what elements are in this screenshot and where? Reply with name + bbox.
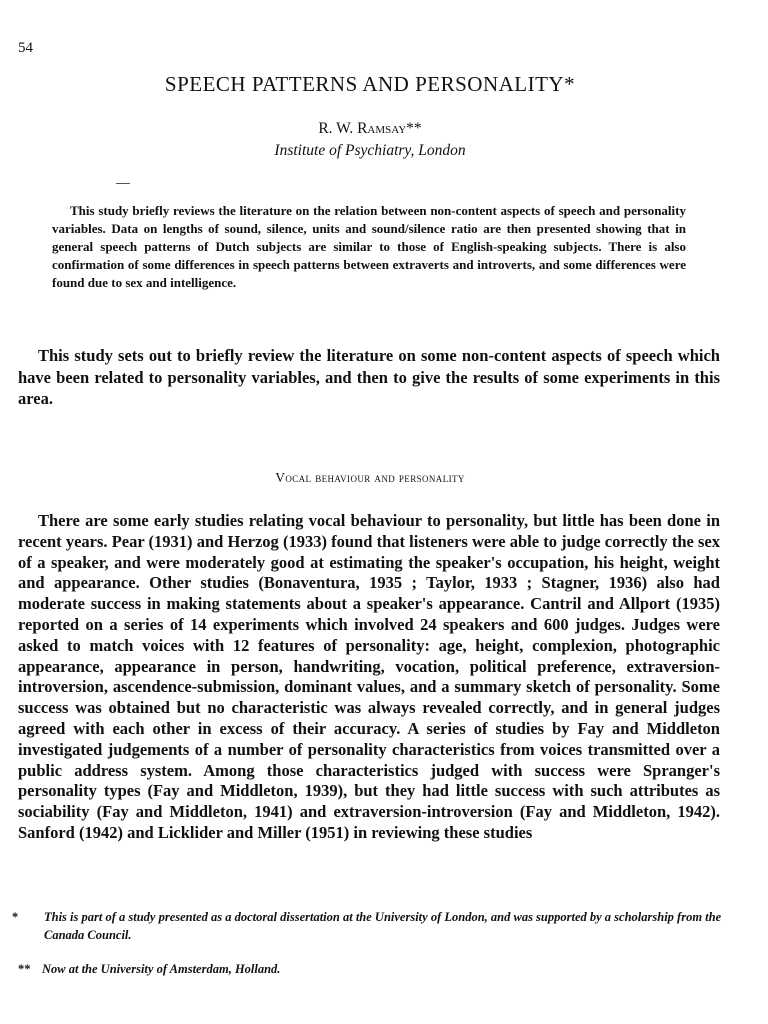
footnote-text: Now at the University of Amsterdam, Holland. bbox=[42, 962, 281, 976]
author-affiliation: Institute of Psychiatry, London bbox=[274, 142, 466, 159]
footnote-2 bbox=[18, 960, 722, 978]
intro-paragraph: This study sets out to briefly review the literature on some non-content aspects of speech which have been related to personality variables, and then to give the results of some experiments in this area. bbox=[18, 346, 720, 408]
footnote-mark: ** bbox=[18, 962, 31, 976]
page-number: 54 bbox=[18, 40, 33, 56]
footnote-text: This is part of a study presented as a doctoral dissertation at the University of London, and was supported by a scholarship from the Canada Council. bbox=[44, 910, 722, 942]
footnote-1 bbox=[12, 908, 738, 944]
section-heading: Vocal behaviour and personality bbox=[275, 470, 465, 485]
footnote-mark: * bbox=[12, 910, 19, 924]
body-paragraph: There are some early studies relating vocal behaviour to personality, but little has been done in recent years. Pear (1931) and Herzog (1933) found that listeners were able to judge correctly the sex of a speaker, and were moderately good at estimating the speaker's occupation, his height, weight and appearance. Other studies (Bonaventura, 1935 ; Taylor, 1933 ; Stagner, 1936) also had moderate success in making statements about a speaker's appearance. Cantril and Allport (1935) reported on a series of 14 experiments which involved 24 speakers and 600 judges. Judges were asked to match voices with 12 features of personality: age, height, complexion, photographic appearance, appearance in person, handwriting, vocation, political preference, extraversion-introversion, ascendence-submission, dominant values, and a summary sketch of personality. Some success was obtained but no characteristic was always revealed correctly, and in general judges agreed with each other in excess of their accuracy. A series of studies by Fay and Middleton investigated judgements of a number of personality characteristics from voices transmitted over a public address system. Among those characteristics judged with success were Spranger's personality types (Fay and Middleton, 1939), but they had little success with such attributes as sociability (Fay and Middleton, 1941) and extraversion-introversion (Fay and Middleton, 1942). Sanford (1942) and Licklider and Miller (1951) in reviewing these studies bbox=[18, 511, 720, 842]
paper-title: SPEECH PATTERNS AND PERSONALITY* bbox=[164, 72, 576, 96]
separator-mark bbox=[116, 183, 130, 184]
author-name: R. W. Ramsay** bbox=[318, 120, 422, 137]
abstract: This study briefly reviews the literature on the relation between non-content aspects of speech and personality variables. Data on lengths of sound, silence, units and sound/silence ratio are then presented showing that in general speech patterns of Dutch subjects are similar to those of English-speaking subjects. There is also confirmation of some differences in speech patterns between extraverts and introverts, and some differences were found due to sex and intelligence. bbox=[52, 203, 686, 290]
